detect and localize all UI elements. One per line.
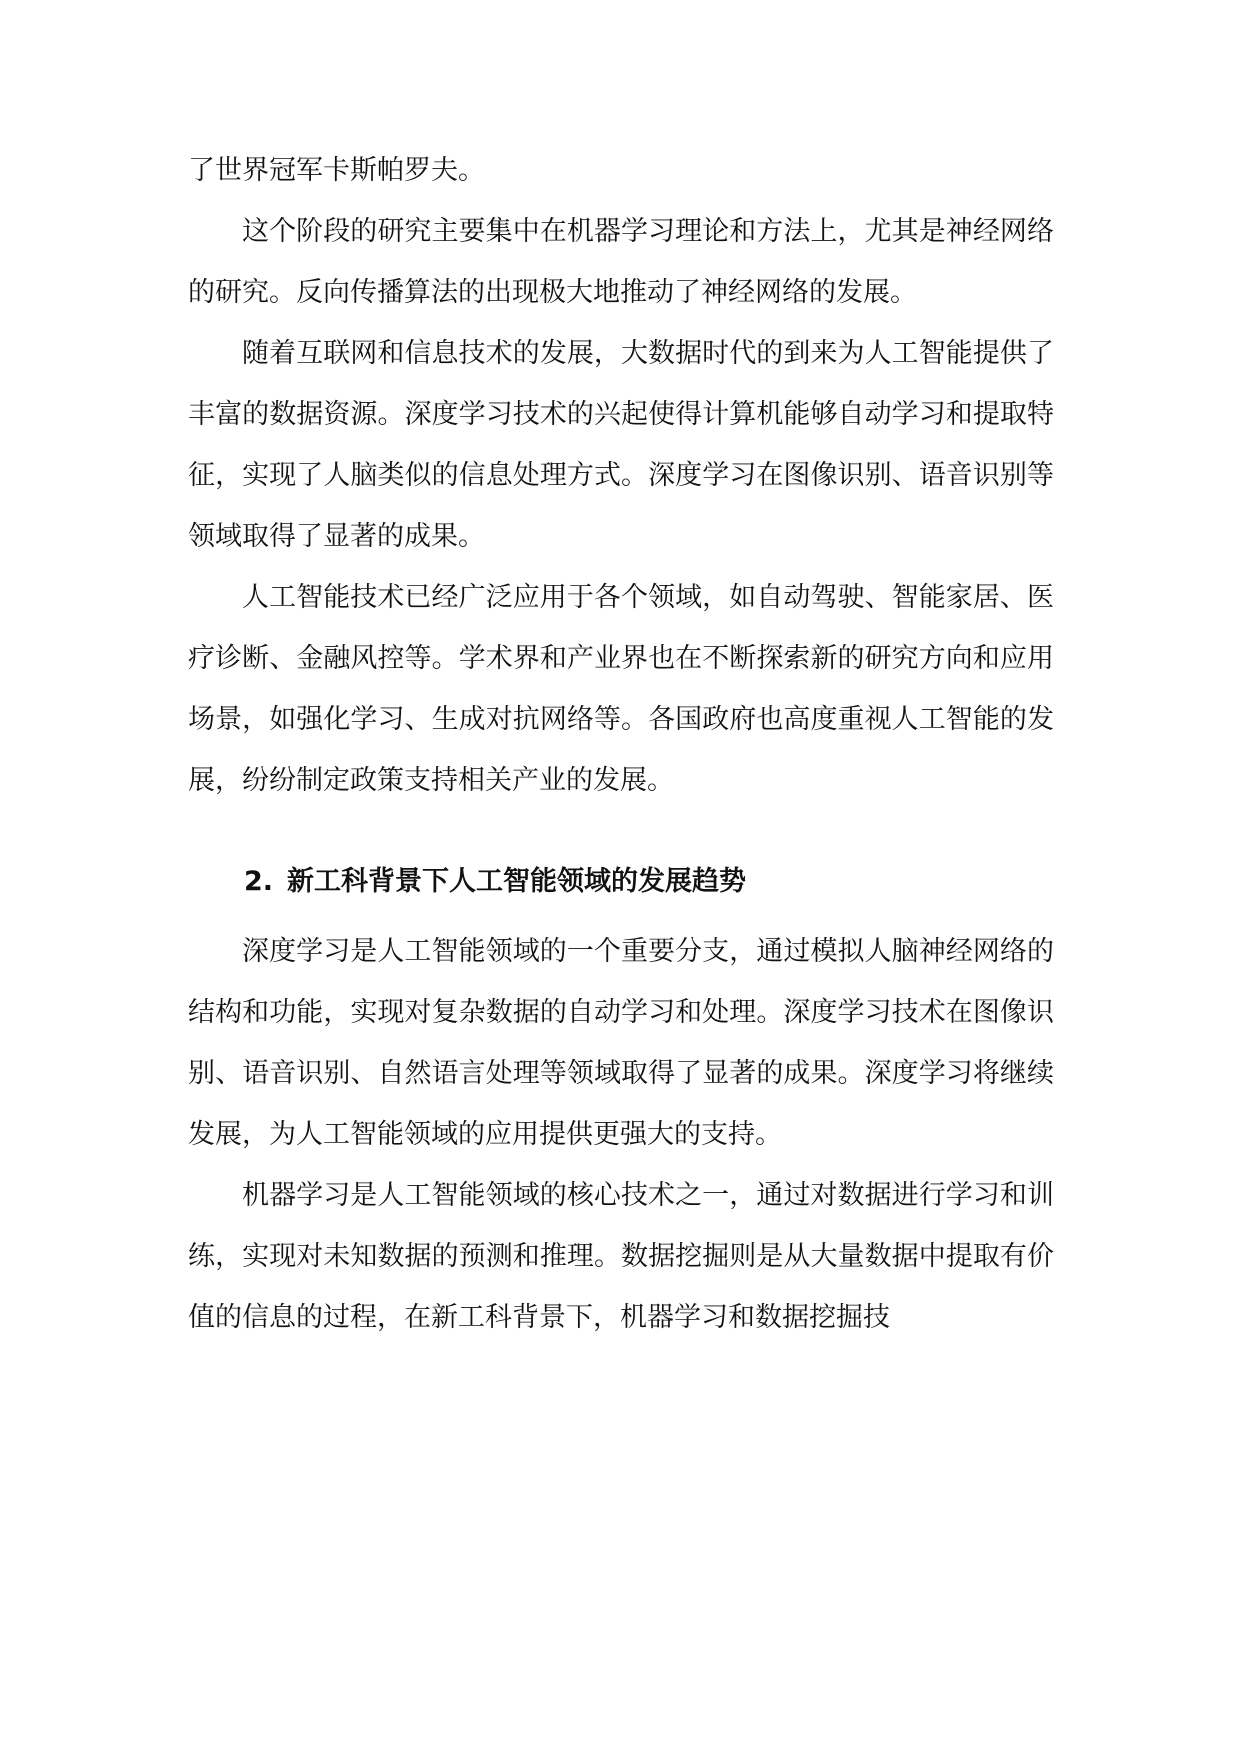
paragraph-continued: 了世界冠军卡斯帕罗夫。 bbox=[188, 155, 485, 186]
paragraph-research-stage: 这个阶段的研究主要集中在机器学习理论和方法上，尤其是神经网络的研究。反向传播算法的出现极大地推动了神经网络的发展。 bbox=[188, 216, 1054, 308]
paragraph-machine-learning: 机器学习是人工智能领域的核心技术之一，通过对数据进行学习和训练，实现对未知数据的预测和推理。数据挖掘则是从大量数据中提取有价值的信息的过程，在新工科背景下，机器学习和数据挖掘技 bbox=[188, 1180, 1054, 1333]
section-number: 2. bbox=[244, 866, 274, 897]
section-heading bbox=[188, 851, 1054, 912]
paragraph-big-data-era: 随着互联网和信息技术的发展，大数据时代的到来为人工智能提供了丰富的数据资源。深度学习技术的兴起使得计算机能够自动学习和提取特征，实现了人脑类似的信息处理方式。深度学习在图像识别、语音识别等领域取得了显著的成果。 bbox=[188, 338, 1054, 552]
section-title: 新工科背景下人工智能领域的发展趋势 bbox=[287, 866, 747, 897]
paragraph-deep-learning: 深度学习是人工智能领域的一个重要分支，通过模拟人脑神经网络的结构和功能，实现对复杂数据的自动学习和处理。深度学习技术在图像识别、语音识别、自然语言处理等领域取得了显著的成果。深度学习将继续发展，为人工智能领域的应用提供更强大的支持。 bbox=[188, 936, 1054, 1150]
document-body bbox=[188, 140, 1054, 1348]
paragraph-ai-applications: 人工智能技术已经广泛应用于各个领域，如自动驾驶、智能家居、医疗诊断、金融风控等。学术界和产业界也在不断探索新的研究方向和应用场景，如强化学习、生成对抗网络等。各国政府也高度重视人工智能的发展，纷纷制定政策支持相关产业的发展。 bbox=[188, 582, 1054, 796]
